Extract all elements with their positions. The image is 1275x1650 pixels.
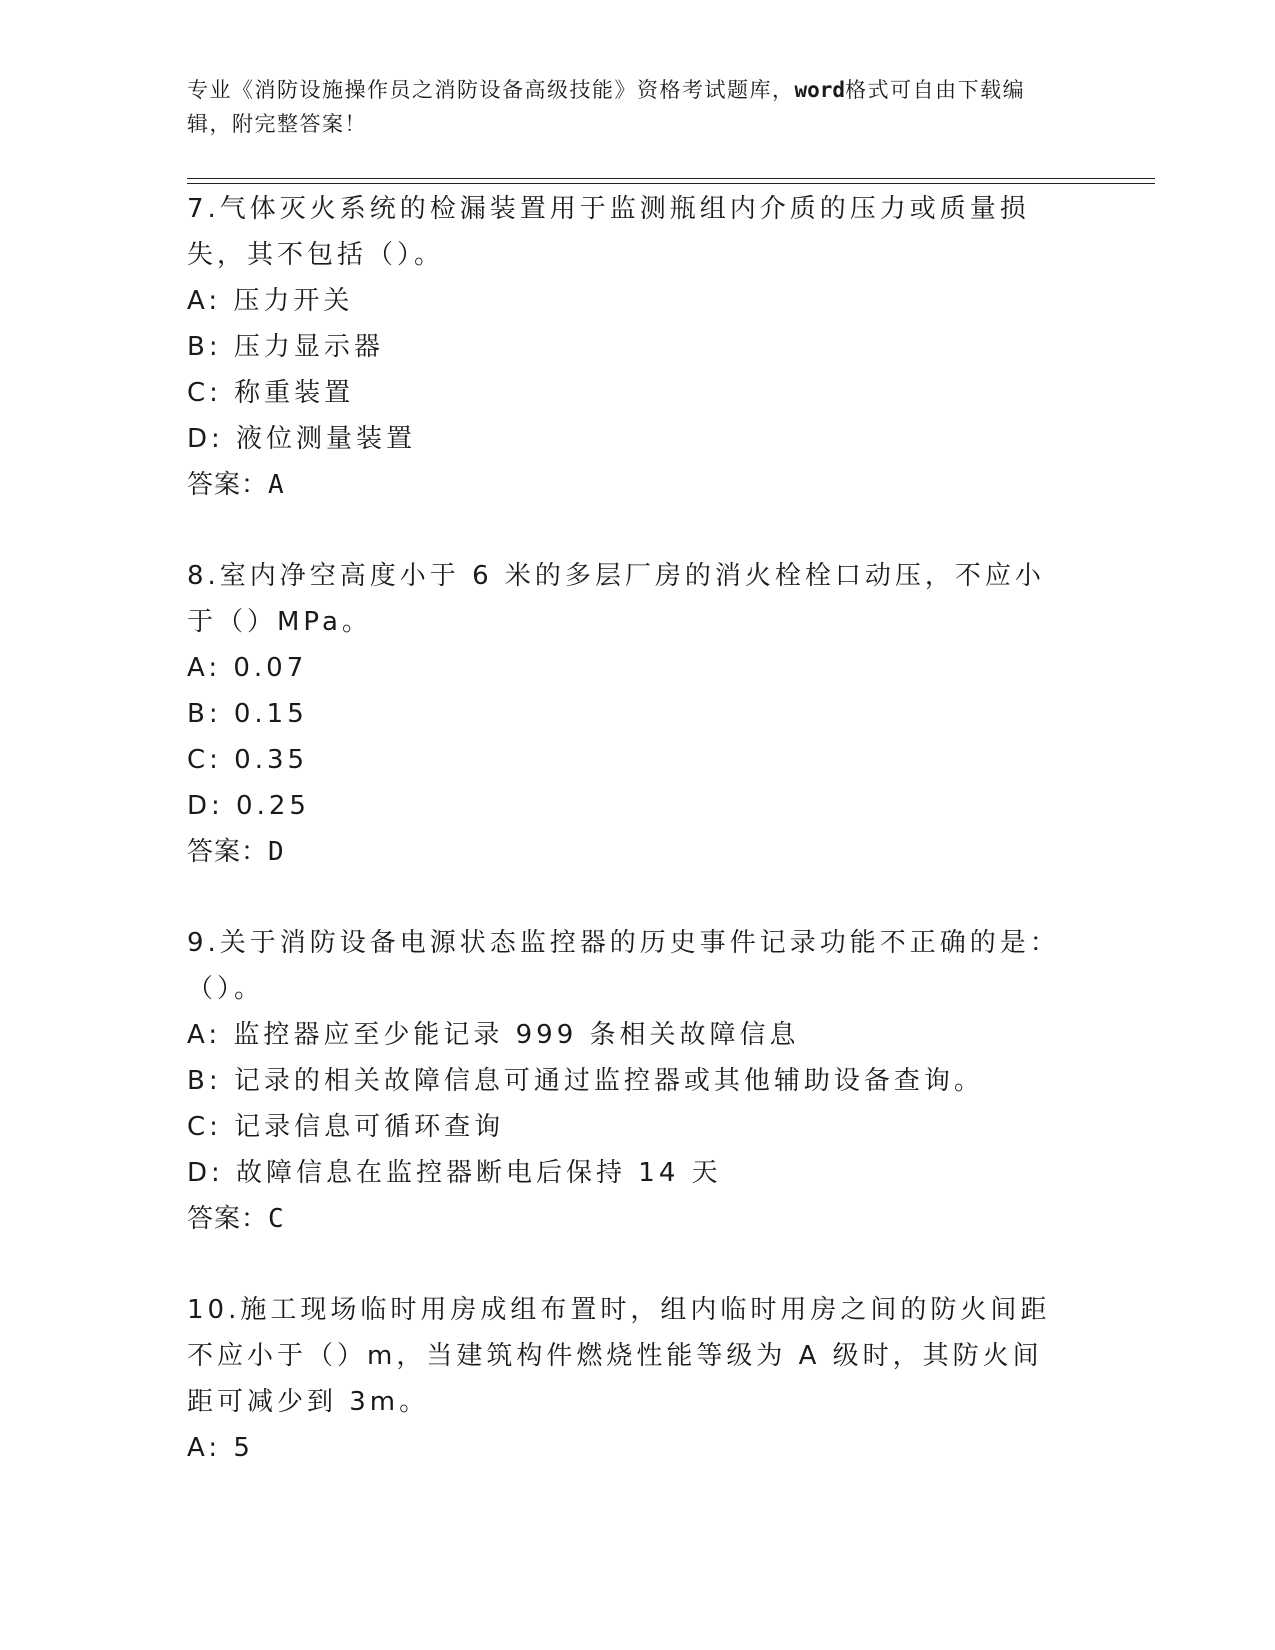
document-header [187,73,1067,141]
option-d: D: 故障信息在监控器断电后保持 14 天 [187,1158,722,1188]
answer-label: 答案： [187,837,269,867]
option-c: C: 称重装置 [187,378,355,408]
question-stem: 10.施工现场临时用房成组布置时，组内临时用房之间的防火间距不应小于（）m，当建筑构件燃烧性能等级为 A 级时，其防火间距可减少到 3m。 [187,1295,1051,1417]
option-d: D: 液位测量装置 [187,424,417,454]
option-c: C: 0.35 [187,745,309,775]
header-text-before: 专业《消防设施操作员之消防设备高级技能》资格考试题库， [187,78,795,102]
answer-value: C [268,1204,285,1234]
question-8 [187,553,1087,875]
option-c: C: 记录信息可循环查询 [187,1112,505,1142]
answer-label: 答案： [187,470,269,500]
option-b: B: 压力显示器 [187,332,384,362]
header-text-after: 格式可自由下载编辑，附完整答案！ [187,78,1026,136]
option-a: A: 5 [187,1433,254,1463]
answer-line [187,829,1087,875]
answer-value: D [268,837,285,867]
question-10 [187,1287,1087,1471]
answer-label: 答案： [187,1204,269,1234]
option-a: A: 监控器应至少能记录 999 条相关故障信息 [187,1020,800,1050]
answer-value: A [268,470,285,500]
answer-line [187,462,1087,508]
question-7 [187,186,1087,508]
question-stem: 8.室内净空高度小于 6 米的多层厂房的消火栓栓口动压，不应小于（）MPa。 [187,561,1045,637]
option-b: B: 0.15 [187,699,308,729]
question-stem: 9.关于消防设备电源状态监控器的历史事件记录功能不正确的是：（）。 [187,928,1060,1004]
header-rule-bottom [187,183,1155,184]
question-9 [187,920,1087,1242]
option-b: B: 记录的相关故障信息可通过监控器或其他辅助设备查询。 [187,1066,984,1096]
header-rule-top [187,178,1155,179]
option-d: D: 0.25 [187,791,310,821]
question-list [187,186,1087,1471]
header-text-word: word [794,78,846,102]
question-stem: 7.气体灭火系统的检漏装置用于监测瓶组内介质的压力或质量损失，其不包括（）。 [187,194,1030,270]
option-a: A: 0.07 [187,653,308,683]
answer-line [187,1196,1087,1242]
option-a: A: 压力开关 [187,286,354,316]
